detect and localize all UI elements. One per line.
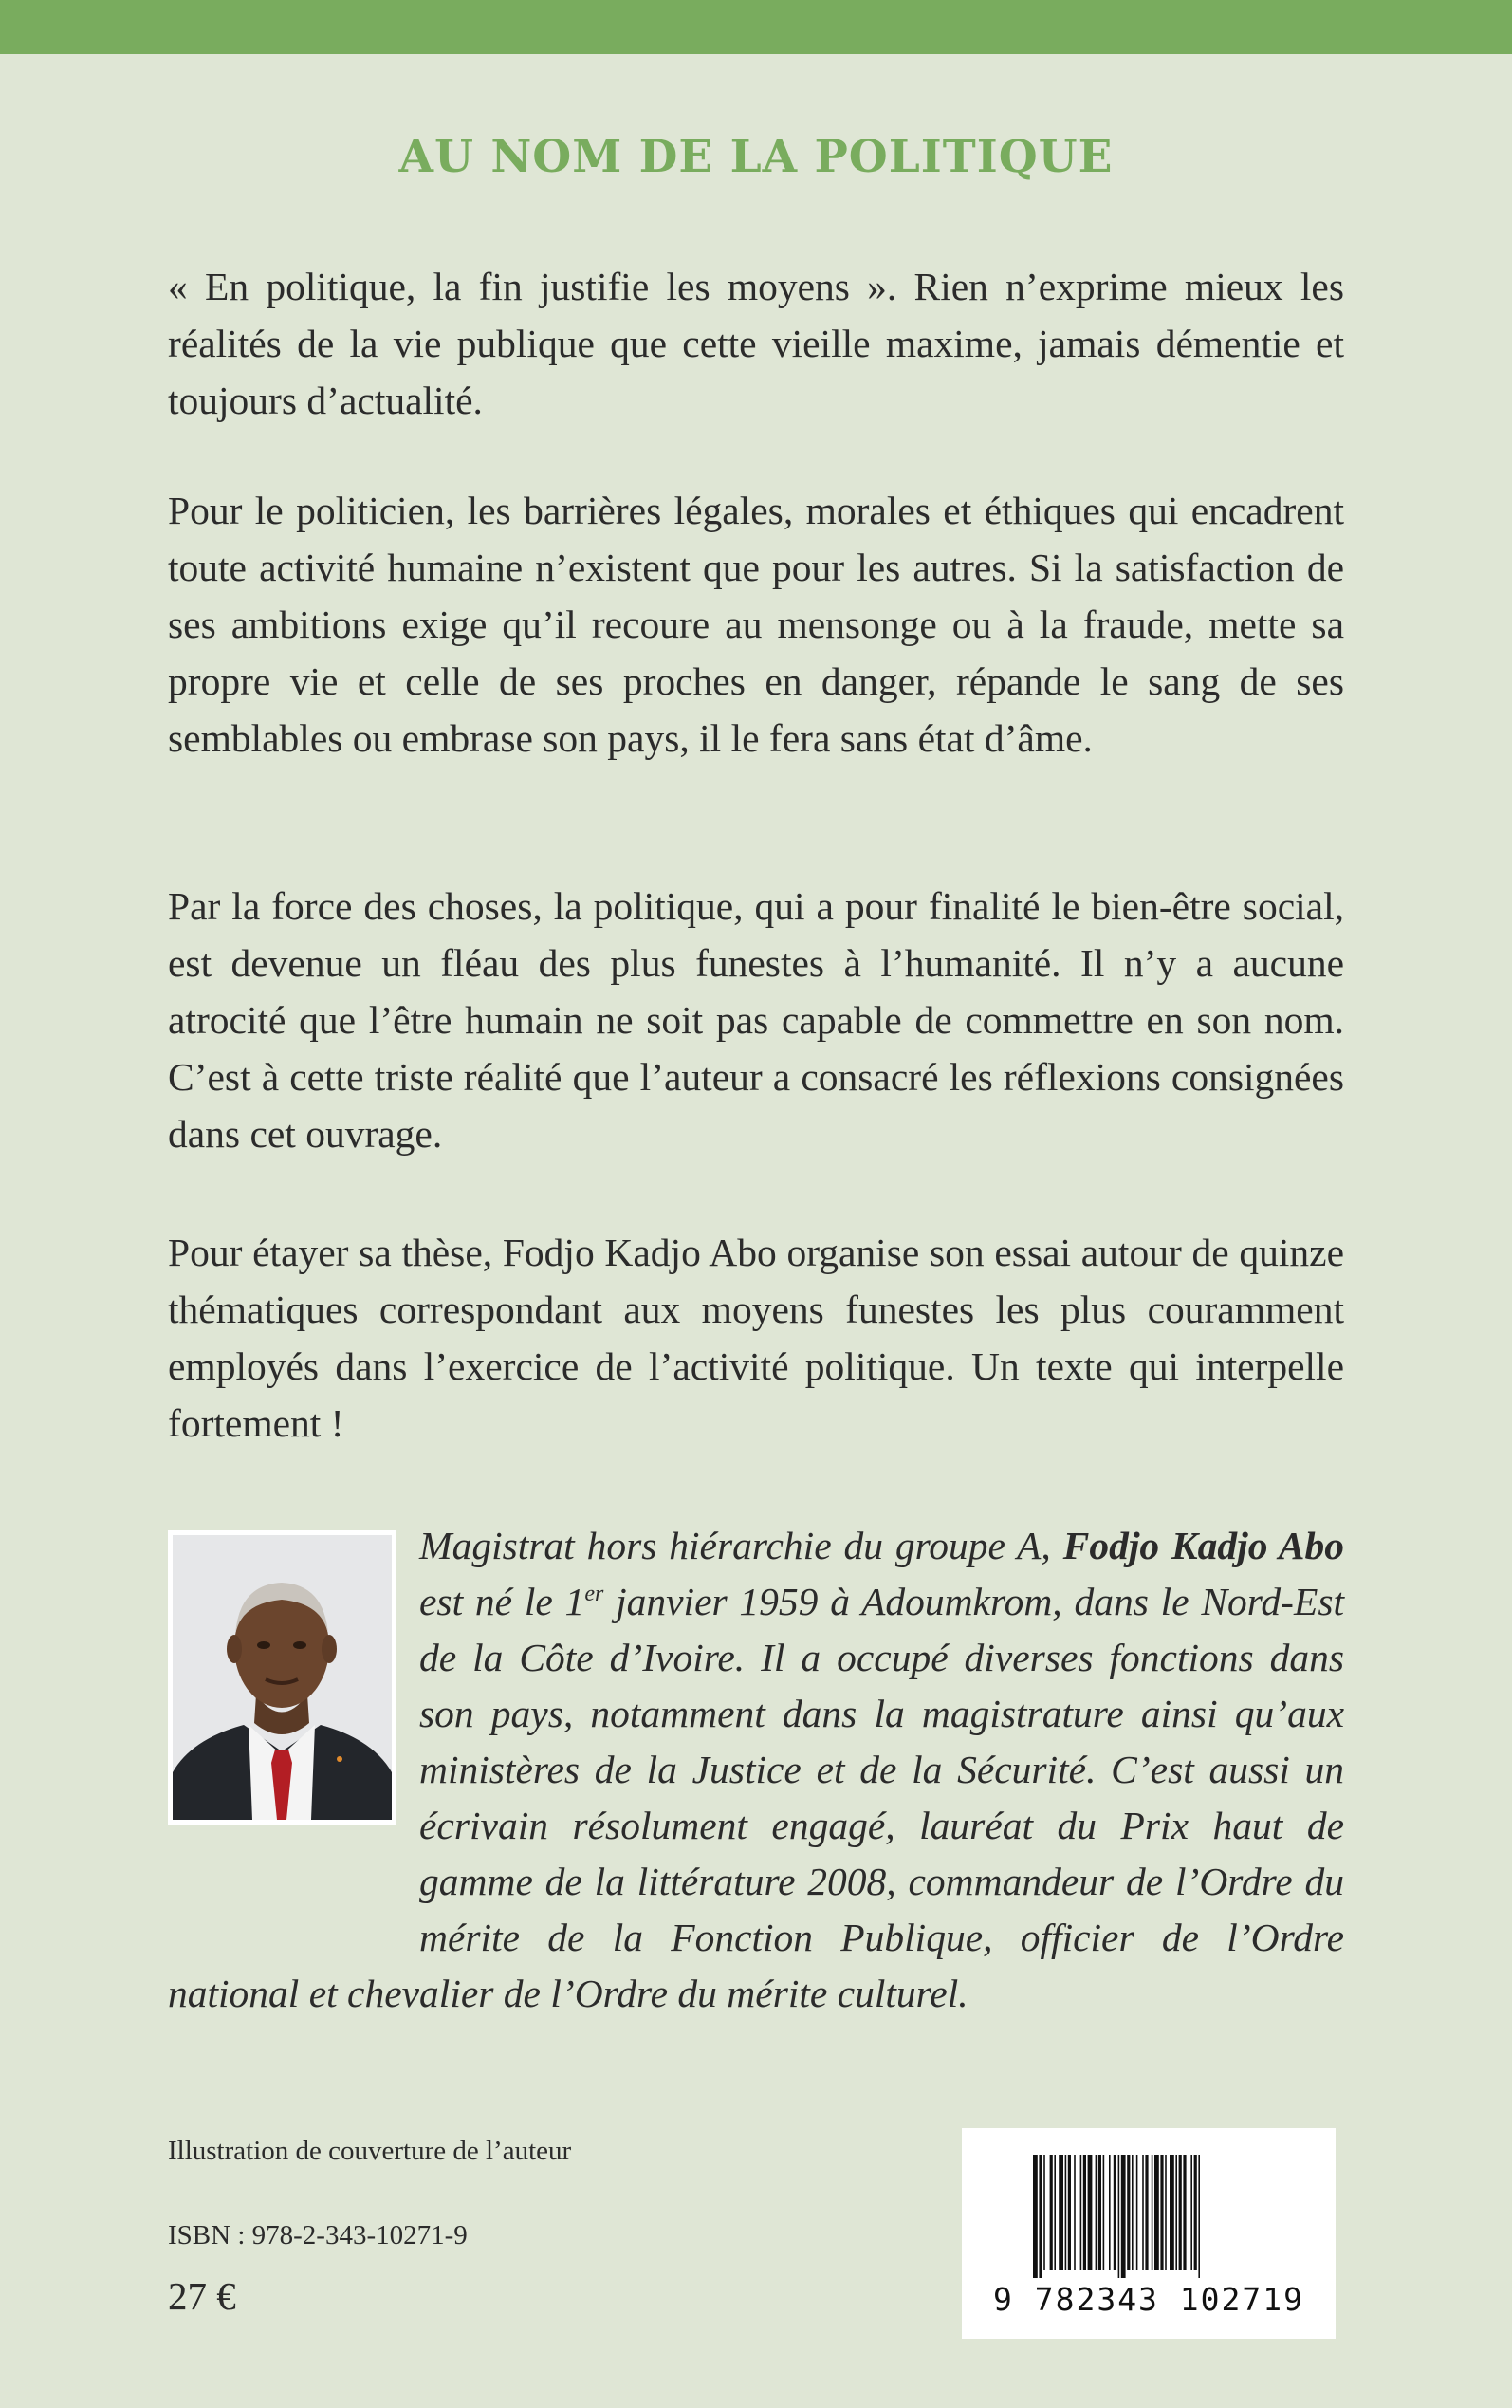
barcode-bar — [1127, 2155, 1130, 2270]
barcode-bar — [1088, 2155, 1093, 2270]
bio-rest: janvier 1959 à Adoumkrom, dans le Nord-Est de la Côte d’Ivoire. Il a occupé diverses fonctions dans son pays, notamment dans la magistrature ainsi qu’aux ministères de la Justice et de la Sécurité. C’est aussi un écrivain résolument engagé, lauréat du Prix haut de gamme de la littérature 2008, commandeur de l’Ordre du mérite de la Fonction Publique, officier de l’Ordre national et chevalier de l’Ordre du mérite culturel. — [168, 1580, 1344, 2015]
barcode-bar — [1152, 2155, 1153, 2270]
bio-intro: Magistrat hors hiérarchie du groupe A, — [419, 1524, 1063, 1567]
barcode-bar — [1190, 2155, 1192, 2270]
barcode-bar — [1080, 2155, 1082, 2270]
barcode-bar — [1074, 2155, 1076, 2270]
portrait-text-wrap-spacer — [168, 1518, 419, 1966]
barcode-bar — [1179, 2155, 1182, 2270]
barcode-bar — [1165, 2155, 1167, 2270]
barcode-bar — [1160, 2155, 1163, 2270]
isbn-number: ISBN : 978-2-343-10271-9 — [168, 2220, 468, 2251]
bio-ordinal: er — [584, 1582, 604, 1607]
barcode-bar — [1068, 2155, 1071, 2270]
back-cover-title: AU NOM DE LA POLITIQUE — [398, 131, 1114, 183]
barcode-bar — [1098, 2155, 1101, 2270]
barcode-bar — [1083, 2155, 1086, 2270]
barcode-bar — [1118, 2155, 1120, 2278]
bio-author-name: Fodjo Kadjo Abo — [1062, 1524, 1344, 1567]
barcode-bar — [1198, 2155, 1200, 2278]
top-color-band — [0, 0, 1512, 54]
barcode-bar — [1145, 2155, 1148, 2270]
barcode-bar — [1039, 2155, 1042, 2278]
barcode-bar — [1121, 2155, 1126, 2278]
barcode-bar — [1096, 2155, 1097, 2270]
author-biography — [168, 1518, 1344, 2022]
price-label: 27 € — [168, 2274, 236, 2318]
barcode-bar — [1136, 2155, 1138, 2270]
barcode-bar — [1103, 2155, 1105, 2270]
barcode-bars — [1033, 2155, 1264, 2278]
barcode-bar — [1132, 2155, 1134, 2270]
barcode-bar — [1043, 2155, 1045, 2270]
blurb-paragraph-2: Pour le politicien, les barrières légales, morales et éthiques qui encadrent toute activité humaine n’existent que pour les autres. Si la satisfaction de ses ambitions exige qu’il recoure au mensonge ou à la fraude, mette sa propre vie et celle de ses proches en danger, répande le sang de ses semblables ou embrase son pays, il le fera sans état d’âme. — [168, 489, 1344, 760]
barcode-bar — [1059, 2155, 1063, 2270]
barcode-bar — [1033, 2155, 1038, 2278]
blurb-paragraph-4: Pour étayer sa thèse, Fodjo Kadjo Abo organise son essai autour de quinze thématiques correspondant aux moyens funestes les plus couramment employés dans l’exercice de l’activité politique. Un texte qui interpelle fortement ! — [168, 1231, 1344, 1445]
barcode-digits: 9 782343 102719 — [992, 2281, 1304, 2318]
bio-birth-prefix: est né le 1 — [419, 1580, 585, 1623]
barcode-bar — [1065, 2155, 1067, 2270]
barcode-bar — [1194, 2155, 1197, 2270]
blurb-paragraph-3: Par la force des choses, la politique, qui a pour finalité le bien-être social, est devenue un fléau des plus funestes à l’humanité. Il n’y a aucune atrocité que l’être humain ne soit pas capable de commettre en son nom. C’est à cette triste réalité que l’auteur a consacré les réflexions consignées dans cet ouvrage. — [168, 884, 1344, 1156]
barcode-bar — [1114, 2155, 1116, 2270]
barcode-bar — [1183, 2155, 1186, 2270]
cover-illustration-credit: Illustration de couverture de l’auteur — [168, 2136, 572, 2166]
blurb-paragraph-1: « En politique, la fin justifie les moyens ». Rien n’exprime mieux les réalités de la vie publique que cette vieille maxime, jamais démentie et toujours d’actualité. — [168, 265, 1344, 422]
barcode-bar — [1170, 2155, 1174, 2270]
isbn-barcode — [962, 2128, 1336, 2339]
barcode-bar — [1154, 2155, 1159, 2270]
barcode-bar — [1054, 2155, 1056, 2270]
barcode-bar — [1050, 2155, 1053, 2270]
barcode-bar — [1142, 2155, 1144, 2270]
barcode-bar — [1109, 2155, 1111, 2270]
barcode-bar — [1175, 2155, 1177, 2270]
